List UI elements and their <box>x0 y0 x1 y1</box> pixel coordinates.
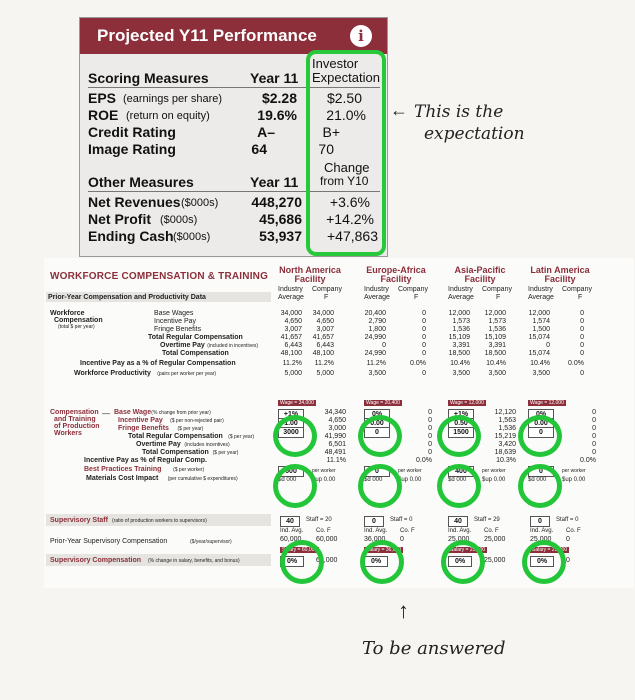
supervisory-comp-input[interactable]: 0% <box>280 556 304 567</box>
computed-value: 0 <box>592 425 596 432</box>
net-profit-note: ($000s) <box>160 214 198 226</box>
circle-mark <box>518 464 562 508</box>
decision-row-note: (% change from prior year) <box>151 410 211 416</box>
region-facility: Facility <box>294 274 326 284</box>
prior-value-cell: 24,990 <box>364 334 386 341</box>
supervisory-comp-input[interactable]: 0% <box>448 556 472 567</box>
salary-hint: Salary = 25,000 <box>450 547 486 553</box>
prior-value-cell: 18,500 <box>484 350 506 357</box>
scoring-measures-header: Scoring Measures <box>88 70 209 86</box>
eps-expect: $2.50 <box>326 90 362 106</box>
prior-value-cell: 11.2% <box>282 360 302 367</box>
cost-impact-a: $d 000 <box>528 477 547 483</box>
supervisory-comp-result: 25,000 <box>484 557 506 564</box>
per-worker-label: per worker <box>398 468 422 474</box>
compensation-label: Compensation <box>54 317 103 324</box>
prior-value-cell: 0 <box>580 310 584 317</box>
prior-value-cell: 24,990 <box>364 350 386 357</box>
training-input[interactable]: 0 <box>364 466 390 477</box>
circle-mark <box>360 540 404 584</box>
ending-cash-change: +47,863 <box>327 228 378 244</box>
salary-hint: Salary = 25,000 <box>532 547 568 553</box>
prior-value-cell: 48,100 <box>280 350 302 357</box>
prior-value-cell: 3,007 <box>316 326 334 333</box>
supervisor-ratio-input[interactable]: 0 <box>364 516 384 527</box>
wage-hint: Wage = 34,000 <box>280 400 314 406</box>
prior-value-cell: 0 <box>580 370 584 377</box>
incentive-pay-input[interactable]: 0.00 <box>364 418 390 429</box>
cost-impact-b: $up 0.00 <box>482 477 506 483</box>
prior-value-cell: 0 <box>422 318 426 325</box>
prior-supervisory-note: ($/year/supervisor) <box>190 539 232 545</box>
roe-note: (return on equity) <box>126 110 210 122</box>
prior-row-label: Total Regular Compensation <box>148 334 243 341</box>
computed-value: 0 <box>428 449 432 456</box>
col-industry: Industry <box>528 286 553 293</box>
net-revenues-change: +3.6% <box>329 194 370 210</box>
ending-cash-note: ($000s) <box>173 231 211 243</box>
col-average: Average <box>278 294 304 301</box>
company-salary-value: 0 <box>566 536 570 543</box>
prior-value-cell: 11.2% <box>366 360 386 367</box>
prior-row-note: (pairs per worker per year) <box>157 371 217 377</box>
col-company: Company <box>312 286 342 293</box>
prior-row-label: Overtime Pay <box>160 342 205 349</box>
supervisory-comp-input[interactable]: 0% <box>364 556 388 567</box>
supervisory-comp-result: 0 <box>400 557 404 564</box>
prior-value-cell: 0 <box>422 370 426 377</box>
prior-value-cell: 10.4% <box>450 360 470 367</box>
circle-mark <box>522 540 566 584</box>
col-industry: Industry <box>278 286 303 293</box>
cost-impact-b: $up 0.00 <box>312 477 336 483</box>
prior-value-cell: 2,790 <box>368 318 386 325</box>
net-profit-year: 45,686 <box>259 211 302 227</box>
region-name: Europe-Africa <box>366 265 426 275</box>
col-f: F <box>324 294 329 301</box>
company-salary-value: 60,000 <box>316 536 338 543</box>
region-name: North America <box>279 265 341 275</box>
col-average: Average <box>448 294 474 301</box>
computed-value: 0 <box>592 409 596 416</box>
panel-title: Projected Y11 Performance <box>97 26 317 45</box>
credit-label: Credit Rating <box>88 124 176 140</box>
computed-value: 11.1% <box>326 457 346 464</box>
decision-row-label: Base Wage <box>114 409 152 416</box>
prior-value-cell: 1,536 <box>452 326 470 333</box>
note-expectation-line1: This is the <box>414 102 504 122</box>
prior-value-cell: 0 <box>422 342 426 349</box>
info-icon[interactable]: i <box>350 25 372 47</box>
incentive-pay-input[interactable]: 1.00 <box>278 418 304 429</box>
decision-row-label: Incentive Pay <box>118 417 163 424</box>
credit-year: A– <box>257 124 275 140</box>
prior-value-cell: 12,000 <box>484 310 506 317</box>
workforce-title: WORKFORCE COMPENSATION & TRAINING <box>50 271 269 282</box>
prior-value-cell: 1,574 <box>532 318 550 325</box>
cost-impact-a: $d 000 <box>448 477 467 483</box>
computed-value: 18,639 <box>494 449 516 456</box>
net-profit-label: Net Profit <box>88 211 151 227</box>
decision-row-label: Overtime Pay <box>136 441 181 448</box>
roe-expect: 21.0% <box>326 107 366 123</box>
prior-value-cell: 0 <box>580 326 584 333</box>
computed-value: 0.0% <box>416 457 432 464</box>
staff-count-label: Staff = 0 <box>390 517 413 523</box>
prior-value-cell: 0 <box>382 342 386 349</box>
net-revenues-label: Net Revenues <box>88 194 181 210</box>
prior-value-cell: 6,443 <box>284 342 302 349</box>
company-label: Co. F <box>316 528 331 534</box>
prior-value-cell: 5,000 <box>316 370 334 377</box>
prior-value-cell: 15,109 <box>484 334 506 341</box>
computed-value: 0 <box>592 433 596 440</box>
decision-row-label: Materials Cost Impact <box>86 475 159 482</box>
prior-value-cell: 0.0% <box>568 360 584 367</box>
image-label: Image Rating <box>88 141 176 157</box>
supervisory-staff-note: (ratio of production workers to supervisors) <box>112 518 207 524</box>
company-label: Co. F <box>566 528 581 534</box>
industry-salary-value: 25,000 <box>448 536 470 543</box>
region-name: Asia-Pacific <box>454 265 506 275</box>
decision-row-note: ($ per year) <box>177 426 204 432</box>
other-year11-header: Year 11 <box>250 174 299 190</box>
computed-value: 48,491 <box>324 449 346 456</box>
per-worker-label: per worker <box>562 468 586 474</box>
computed-value: 10.3% <box>496 457 516 464</box>
prior-value-cell: 1,573 <box>452 318 470 325</box>
prior-value-cell: 4,650 <box>284 318 302 325</box>
decision-row-note: ($ per worker) <box>173 467 205 473</box>
salary-hint: Salary = 60,000 <box>282 547 318 553</box>
note-answer: To be answered <box>362 638 506 659</box>
base-wage-input[interactable]: 0% <box>528 409 554 420</box>
industry-salary-value: 60,000 <box>280 536 302 543</box>
wage-hint: Wage = 20,400 <box>366 400 400 406</box>
prior-row-label: Fringe Benefits <box>154 326 202 333</box>
supervisory-comp-label: Supervisory Compensation <box>50 557 142 564</box>
computed-value: 41,990 <box>324 433 346 440</box>
computed-value: 0 <box>592 417 596 424</box>
prior-value-cell: 34,000 <box>312 310 334 317</box>
decision-title-1: Compensation <box>50 409 99 416</box>
prior-value-cell: 0 <box>422 326 426 333</box>
region-na-header <box>276 266 344 284</box>
decision-title-3: of Production <box>54 423 100 430</box>
col-average: Average <box>364 294 390 301</box>
region-facility: Facility <box>544 274 576 284</box>
eps-note: (earnings per share) <box>123 93 223 105</box>
prior-value-cell: 3,391 <box>452 342 470 349</box>
supervisor-ratio-input[interactable]: 40 <box>448 516 468 527</box>
prior-value-cell: 15,074 <box>528 350 550 357</box>
prior-value-cell: 20,400 <box>364 310 386 317</box>
decision-title-2: and Training <box>54 416 96 423</box>
industry-salary-value: 25,000 <box>530 536 552 543</box>
computed-value: 0.0% <box>580 457 596 464</box>
prior-value-cell: 10.4% <box>530 360 550 367</box>
supervisor-ratio-input[interactable]: 0 <box>530 516 550 527</box>
year11-header: Year 11 <box>250 70 299 86</box>
computed-value: 15,219 <box>494 433 516 440</box>
decision-row-note: (includes incentives) <box>184 442 230 448</box>
prior-value-cell: 34,000 <box>280 310 302 317</box>
staff-count-label: Staff = 20 <box>306 517 332 523</box>
decision-row-note: ($ per year) <box>228 434 255 440</box>
industry-salary-value: 36,000 <box>364 536 386 543</box>
note-expectation-line2: expectation <box>424 124 525 144</box>
decision-row-label: Fringe Benefits <box>118 425 169 432</box>
decision-row-label: Incentive Pay as % of Regular Comp. <box>84 457 207 464</box>
circle-mark <box>437 464 481 508</box>
supervisory-comp-result: 60,000 <box>316 557 338 564</box>
supervisor-ratio-input[interactable]: 40 <box>280 516 300 527</box>
prior-value-cell: 3,391 <box>488 342 506 349</box>
per-year-label: (total $ per year) <box>58 324 95 330</box>
computed-value: 0 <box>428 441 432 448</box>
region-ea-header <box>362 266 430 284</box>
base-wage-input[interactable]: +1% <box>448 409 474 420</box>
other-measures-header: Other Measures <box>88 174 194 190</box>
prior-value-cell: 4,650 <box>316 318 334 325</box>
circle-mark <box>273 464 317 508</box>
region-la-header <box>526 266 594 284</box>
highlight-expectation-column <box>306 50 386 256</box>
base-wage-input[interactable]: 0% <box>364 409 390 420</box>
eps-label: EPS <box>88 90 117 106</box>
prior-value-cell: 1,800 <box>368 326 386 333</box>
training-input[interactable]: 0 <box>528 466 554 477</box>
prior-value-cell: 41,657 <box>280 334 302 341</box>
prior-value-cell: 1,500 <box>532 326 550 333</box>
prior-value-cell: 0 <box>580 334 584 341</box>
industry-avg-label: Ind. Avg. <box>364 528 388 534</box>
supervisory-comp-result: 0 <box>566 557 570 564</box>
arrow-up-icon: ↑ <box>398 598 409 623</box>
fringe-benefits-input[interactable]: 0 <box>364 427 390 438</box>
decision-row-label: Best Practices Training <box>84 466 162 473</box>
industry-avg-label: Ind. Avg. <box>280 528 304 534</box>
prior-row-label: Total Compensation <box>162 350 229 357</box>
image-expect: 70 <box>318 141 334 157</box>
prior-row-note: (included in incentives) <box>207 343 259 349</box>
computed-value: 0 <box>428 425 432 432</box>
prior-value-cell: 6,443 <box>316 342 334 349</box>
company-label: Co. F <box>400 528 415 534</box>
investor-header-line2: Expectation <box>312 70 380 85</box>
net-revenues-note: ($000s) <box>181 197 219 209</box>
prior-value-cell: 0 <box>422 310 426 317</box>
col-company: Company <box>482 286 512 293</box>
decision-title-4: Workers <box>54 430 82 437</box>
circle-mark <box>358 464 402 508</box>
prior-value-cell: 5,000 <box>284 370 302 377</box>
region-facility: Facility <box>380 274 412 284</box>
net-revenues-year: 448,270 <box>251 194 302 210</box>
prior-value-cell: 3,500 <box>452 370 470 377</box>
circle-mark <box>437 415 481 457</box>
training-input[interactable]: 600 <box>278 466 304 477</box>
eps-year: $2.28 <box>261 90 297 106</box>
supervisory-comp-note: (% change in salary, benefits, and bonus) <box>148 558 240 564</box>
col-f: F <box>496 294 501 301</box>
investor-header-line1: Investor <box>312 56 359 71</box>
fringe-benefits-input[interactable]: 1500 <box>448 427 474 438</box>
region-facility: Facility <box>464 274 496 284</box>
prior-value-cell: 1,573 <box>488 318 506 325</box>
cost-impact-a: $d 000 <box>278 477 297 483</box>
computed-value: 0 <box>428 433 432 440</box>
image-year: 64 <box>251 141 267 157</box>
prior-value-cell: 3,500 <box>368 370 386 377</box>
company-salary-value: 0 <box>400 536 404 543</box>
prior-value-cell: 11.2% <box>314 360 334 367</box>
incentive-pay-input[interactable]: 0.50 <box>448 418 474 429</box>
col-company: Company <box>398 286 428 293</box>
prior-value-cell: 0 <box>580 342 584 349</box>
region-name: Latin America <box>530 265 590 275</box>
roe-year: 19.6% <box>257 107 297 123</box>
wage-hint: Wage = 12,000 <box>530 400 564 406</box>
per-worker-label: per worker <box>482 468 506 474</box>
prior-value-cell: 15,109 <box>448 334 470 341</box>
decision-row-note: ($ per non-rejected pair) <box>170 418 224 424</box>
cost-impact-a: $d 000 <box>364 477 383 483</box>
computed-value: 1,563 <box>498 417 516 424</box>
per-worker-label: per worker <box>312 468 336 474</box>
computed-value: 0 <box>428 417 432 424</box>
incentive-pay-input[interactable]: 0.00 <box>528 418 554 429</box>
computed-value: 12,120 <box>494 409 516 416</box>
prior-value-cell: 0 <box>580 350 584 357</box>
circle-mark <box>273 415 317 457</box>
col-f: F <box>414 294 419 301</box>
prior-value-cell: 18,500 <box>448 350 470 357</box>
prior-year-title: Prior-Year Compensation and Productivity Data <box>48 294 206 301</box>
ending-cash-label: Ending Cash <box>88 228 174 244</box>
prior-row-label: Incentive Pay as a % of Regular Compensation <box>80 360 236 367</box>
supervisory-staff-label: Supervisory Staff <box>50 517 108 524</box>
prior-value-cell: 10.4% <box>486 360 506 367</box>
supervisory-comp-input[interactable]: 0% <box>530 556 554 567</box>
col-average: Average <box>528 294 554 301</box>
col-industry: Industry <box>448 286 473 293</box>
roe-label: ROE <box>88 107 119 123</box>
computed-value: 4,650 <box>328 417 346 424</box>
cost-impact-b: $up 0.00 <box>562 477 586 483</box>
prior-row-label: Incentive Pay <box>154 318 197 325</box>
computed-value: 3,000 <box>328 425 346 432</box>
fringe-benefits-input[interactable]: 0 <box>528 427 554 438</box>
prior-value-cell: 12,000 <box>528 310 550 317</box>
industry-avg-label: Ind. Avg. <box>530 528 554 534</box>
arrow-left-icon: ← <box>390 100 408 120</box>
decision-row-label: Total Compensation <box>142 449 209 456</box>
credit-expect: B+ <box>322 124 340 140</box>
circle-mark <box>280 540 324 584</box>
training-input[interactable]: 400 <box>448 466 474 477</box>
computed-value: 0 <box>592 441 596 448</box>
computed-value: 0 <box>428 409 432 416</box>
computed-value: 0 <box>592 449 596 456</box>
prior-value-cell: 0 <box>546 342 550 349</box>
col-f: F <box>578 294 583 301</box>
base-wage-input[interactable]: +1% <box>278 409 304 420</box>
fringe-benefits-input[interactable]: 3000 <box>278 427 304 438</box>
ending-cash-year: 53,937 <box>259 228 302 244</box>
change-header-line2: from Y10 <box>320 174 369 188</box>
prior-value-cell: 0.0% <box>410 360 426 367</box>
prior-value-cell: 0 <box>422 350 426 357</box>
industry-avg-label: Ind. Avg. <box>448 528 472 534</box>
decision-row-note: (per cumulative $ expenditures) <box>167 476 238 482</box>
salary-hint: Salary = 36,000 <box>366 547 402 553</box>
prior-value-cell: 3,500 <box>532 370 550 377</box>
circle-mark <box>441 540 485 584</box>
computed-value: 3,420 <box>498 441 516 448</box>
wage-hint: Wage = 12,000 <box>450 400 484 406</box>
staff-count-label: Staff = 0 <box>556 517 579 523</box>
company-label: Co. F <box>484 528 499 534</box>
prior-value-cell: 3,500 <box>488 370 506 377</box>
prior-value-cell: 41,657 <box>312 334 334 341</box>
prior-value-cell: 1,536 <box>488 326 506 333</box>
computed-value: 6,501 <box>328 441 346 448</box>
col-company: Company <box>562 286 592 293</box>
prior-value-cell: 3,007 <box>284 326 302 333</box>
computed-value: 1,536 <box>498 425 516 432</box>
decision-connector: — <box>102 409 110 418</box>
circle-mark <box>518 415 562 457</box>
region-ap-header <box>446 266 514 284</box>
cost-impact-b: $up 0.00 <box>398 477 422 483</box>
computed-value: 34,340 <box>324 409 346 416</box>
prior-value-cell: 0 <box>580 318 584 325</box>
circle-mark <box>358 415 402 457</box>
prior-value-cell: 15,074 <box>528 334 550 341</box>
prior-value-cell: 0 <box>422 334 426 341</box>
prior-value-cell: 48,100 <box>312 350 334 357</box>
decision-row-label: Total Regular Compensation <box>128 433 223 440</box>
prior-row-label: Workforce Productivity <box>74 370 151 377</box>
net-profit-change: +14.2% <box>326 211 374 227</box>
change-header-line1: Change <box>324 160 370 175</box>
company-salary-value: 25,000 <box>484 536 506 543</box>
staff-count-label: Staff = 29 <box>474 517 500 523</box>
prior-supervisory-label: Prior-Year Supervisory Compensation <box>50 538 168 545</box>
workforce-label: Workforce <box>50 310 85 317</box>
panel-header <box>80 18 387 54</box>
decision-row-note: ($ per year) <box>212 450 239 456</box>
prior-value-cell: 12,000 <box>448 310 470 317</box>
col-industry: Industry <box>364 286 389 293</box>
prior-row-label: Base Wages <box>154 310 194 317</box>
